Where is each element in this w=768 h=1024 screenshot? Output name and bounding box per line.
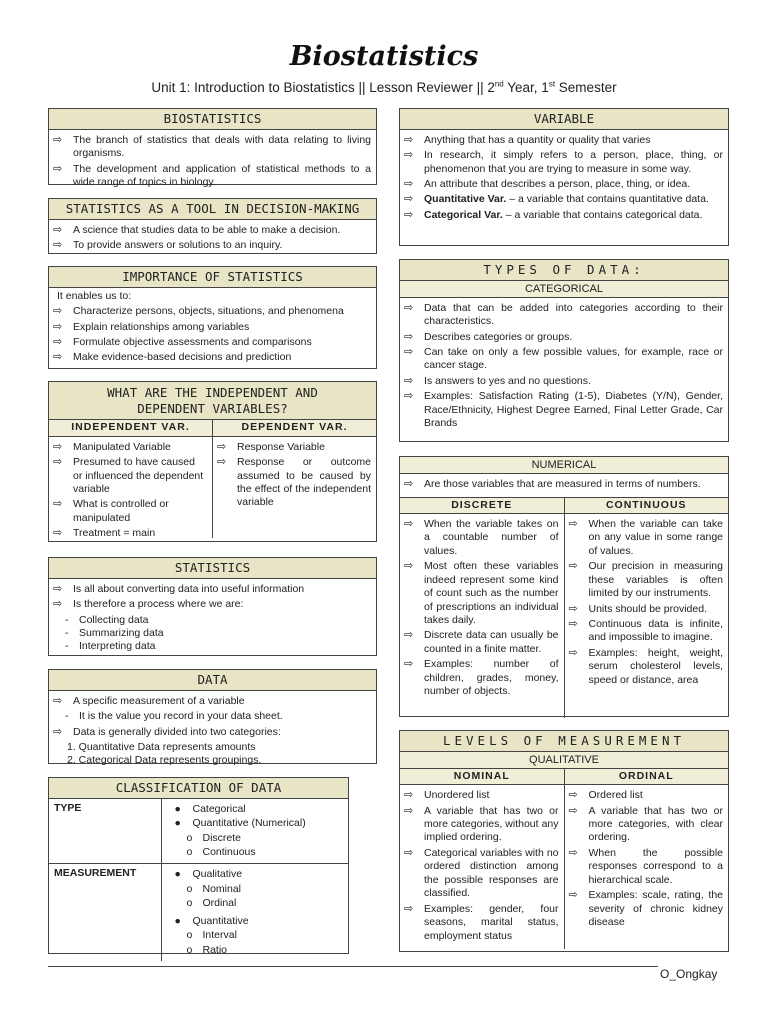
biostatistics-box (48, 108, 377, 188)
list-item: ⇨ Describes categories or groups. (404, 330, 573, 343)
arrow-icon: ⇨ (404, 658, 414, 671)
column-header: CONTINUOUS (565, 498, 729, 514)
table-row (49, 864, 348, 961)
list-item: ⇨ Are those variables that are measured in terms of numbers. (404, 478, 701, 491)
arrow-icon: ⇨ (53, 223, 63, 236)
arrow-icon: ⇨ (53, 440, 63, 453)
arrow-icon: ⇨ (404, 560, 414, 573)
arrow-icon: ⇨ (568, 602, 578, 615)
list-item: ⇨ Response Variable (217, 440, 325, 453)
arrow-icon: ⇨ (568, 846, 578, 859)
list-item: ⇨ Anything that has a quantity or quality that varies (404, 133, 651, 146)
section-header: IMPORTANCE OF STATISTICS (49, 267, 376, 288)
list-item: ⇨ Categorical variables with no ordered distinction among the possible responses are classified. (404, 846, 559, 900)
bullet-item: ● Quantitative (Numerical) (174, 817, 306, 830)
arrow-icon: ⇨ (53, 456, 63, 469)
arrow-icon: ⇨ (53, 162, 63, 175)
arrow-icon: ⇨ (53, 335, 63, 348)
arrow-icon: ⇨ (404, 789, 414, 802)
list-item: ⇨ Data that can be added into categories according to their characteristics. (404, 301, 723, 328)
page-title: Biostatistics (289, 41, 479, 72)
dash-item: - Collecting data (65, 613, 149, 626)
dash-item: - Interpreting data (65, 640, 156, 653)
variable-box (399, 108, 729, 246)
list-item: ⇨ Is therefore a process where we are: (53, 598, 244, 611)
section-header: LEVELS OF MEASUREMENT (400, 731, 728, 752)
column-header: ORDINAL (565, 769, 729, 785)
arrow-icon: ⇨ (404, 193, 414, 206)
list-item: ⇨ In research, it simply refers to a person, place, thing, or phenomenon that you are trying to measure in some way. (404, 149, 723, 175)
arrow-icon: ⇨ (568, 804, 578, 817)
arrow-icon: ⇨ (404, 149, 414, 162)
list-item: ⇨ Examples: scale, rating, the severity of chronic kidney disease (568, 889, 723, 929)
bullet-item: ● Qualitative (174, 868, 243, 881)
arrow-icon: ⇨ (217, 456, 227, 469)
list-item: ⇨ A science that studies data to be able to make a decision. (53, 223, 341, 236)
arrow-icon: ⇨ (53, 598, 63, 611)
column-header: DISCRETE (400, 498, 564, 514)
arrow-icon: ⇨ (53, 320, 63, 333)
list-item: ⇨ To provide answers or solutions to an inquiry. (53, 239, 283, 252)
arrow-icon: ⇨ (404, 133, 414, 146)
column-header: DEPENDENT VAR. (213, 420, 376, 436)
arrow-icon: ⇨ (53, 351, 63, 364)
list-item: ⇨ A variable that has two or more categories, with clear ordering. (568, 804, 723, 844)
arrow-icon: ⇨ (404, 902, 414, 915)
section-header: BIOSTATISTICS (49, 109, 376, 130)
list-item: ⇨ Our precision in measuring these variables is often limited by our instruments. (568, 560, 723, 600)
list-item: ⇨ An attribute that describes a person, place, thing, or idea. (404, 177, 691, 190)
list-item: ⇨ Data is generally divided into two categories: (53, 725, 281, 738)
arrow-icon: ⇨ (568, 789, 578, 802)
classification-table (49, 798, 348, 961)
numbered-item: 2. Categorical Data represents groupings. (67, 754, 262, 767)
dash-item: - Summarizing data (65, 626, 164, 639)
list-item: ⇨ Unordered list (404, 789, 490, 802)
section-header: TYPES OF DATA: (400, 260, 728, 281)
arrow-icon: ⇨ (404, 330, 414, 343)
arrow-icon: ⇨ (53, 305, 63, 318)
arrow-icon: ⇨ (53, 694, 63, 707)
intro-text: It enables us to: (57, 289, 132, 302)
list-item: ⇨ Ordered list (568, 789, 643, 802)
list-item: ⇨ Response or outcome assumed to be caused by the effect of the independent variable (217, 456, 371, 509)
list-item: ⇨ Is all about converting data into useful information (53, 582, 305, 595)
arrow-icon: ⇨ (568, 646, 578, 659)
list-item: ⇨ When the variable can take on any value in some range of values. (568, 517, 723, 557)
arrow-icon: ⇨ (568, 889, 578, 902)
section-header: VARIABLE (400, 109, 728, 130)
classification-box (48, 777, 349, 954)
ordinal-column (564, 769, 729, 949)
statistics-box (48, 557, 377, 656)
section-header: CLASSIFICATION OF DATA (49, 778, 348, 798)
list-item: ⇨ Presumed to have caused or influenced the dependent variable (53, 456, 204, 495)
dependent-column (212, 420, 376, 538)
arrow-icon: ⇨ (404, 177, 414, 190)
list-item: ⇨ The development and application of statistical methods to a wide range of topics in biology. (53, 162, 371, 188)
list-item: ⇨ Formulate objective assessments and comparisons (53, 335, 312, 348)
sub-item: o Continuous (186, 845, 256, 858)
decision-making-box (48, 198, 377, 254)
list-item: ⇨ Examples: Satisfaction Rating (1-5), Diabetes (Y/N), Gender, Race/Ethnicity, Highest Degree Earned, Final Letter Grade, Car Brands (404, 390, 723, 430)
footer-rule (48, 966, 658, 967)
list-item: ⇨ Make evidence-based decisions and prediction (53, 351, 292, 364)
arrow-icon: ⇨ (568, 560, 578, 573)
list-item: ⇨ When the variable takes on a countable number of values. (404, 517, 559, 557)
nominal-column (400, 769, 564, 949)
list-item: ⇨ Examples: height, weight, serum cholesterol levels, speed or distance, area (568, 646, 723, 686)
arrow-icon: ⇨ (404, 629, 414, 642)
sub-item: o Ordinal (186, 897, 237, 910)
arrow-icon: ⇨ (404, 846, 414, 859)
independent-dependent-box (48, 381, 377, 542)
data-box (48, 669, 377, 767)
importance-box (48, 266, 377, 369)
list-item: ⇨ Quantitative Var. – a variable that contains quantitative data. (404, 193, 709, 206)
column-header: NOMINAL (400, 769, 564, 785)
sub-item: o Ratio (186, 943, 228, 956)
continuous-column (564, 498, 729, 718)
arrow-icon: ⇨ (404, 208, 414, 221)
list-item: ⇨ Examples: number of children, grades, money, number of objects. (404, 658, 559, 698)
column-header: INDEPENDENT VAR. (49, 420, 212, 436)
list-item: ⇨ Units should be provided. (568, 602, 707, 615)
arrow-icon: ⇨ (404, 374, 414, 387)
list-item: ⇨ Most often these variables indeed represent some kind of count such as the number of prescriptions an individual takes daily. (404, 560, 559, 627)
bullet-item: ● Quantitative (174, 914, 249, 927)
numerical-box (399, 456, 729, 717)
subsection-header: CATEGORICAL (400, 281, 728, 298)
list-item: ⇨ A variable that has two or more categories, without any implied ordering. (404, 804, 559, 844)
list-item: ⇨ Manipulated Variable (53, 440, 171, 453)
list-item: ⇨ When the possible responses correspond to a hierarchical scale. (568, 846, 723, 886)
subsection-header: QUALITATIVE (400, 752, 728, 769)
numbered-item: 1. Quantitative Data represents amounts (67, 740, 256, 753)
list-item: ⇨ The branch of statistics that deals with data relating to living organisms. (53, 133, 371, 160)
arrow-icon: ⇨ (404, 301, 414, 314)
list-item: ⇨ What is controlled or manipulated (53, 498, 169, 524)
list-item: ⇨ Categorical Var. – a variable that contains categorical data. (404, 208, 703, 221)
list-item: ⇨ Characterize persons, objects, situations, and phenomena (53, 305, 344, 318)
list-item: ⇨ A specific measurement of a variable (53, 694, 245, 707)
arrow-icon: ⇨ (404, 804, 414, 817)
arrow-icon: ⇨ (404, 517, 414, 530)
author-signature: O_Ongkay (660, 967, 718, 981)
arrow-icon: ⇨ (568, 618, 578, 631)
dash-item: - It is the value you record in your data sheet. (65, 710, 283, 723)
list-item: ⇨ Continuous data is infinite, and impossible to imagine. (568, 618, 723, 644)
sub-item: o Discrete (186, 831, 242, 844)
list-item: ⇨ Explain relationships among variables (53, 320, 250, 333)
arrow-icon: ⇨ (53, 498, 63, 511)
discrete-column (400, 498, 564, 718)
section-header: STATISTICS AS A TOOL IN DECISION-MAKING (49, 199, 376, 220)
arrow-icon: ⇨ (568, 517, 578, 530)
list-item: ⇨ Is answers to yes and no questions. (404, 374, 591, 387)
arrow-icon: ⇨ (53, 527, 63, 540)
types-of-data-box (399, 259, 729, 442)
arrow-icon: ⇨ (53, 582, 63, 595)
section-header: STATISTICS (49, 558, 376, 579)
independent-column (49, 420, 212, 538)
list-item: ⇨ Discrete data can usually be counted in a finite matter. (404, 629, 559, 655)
list-item: ⇨ Treatment = main (53, 527, 156, 540)
arrow-icon: ⇨ (404, 478, 414, 491)
list-item: ⇨ Examples: gender, four seasons, marital status, employment status (404, 902, 559, 942)
levels-of-measurement-box (399, 730, 729, 952)
table-row (49, 798, 348, 864)
list-item: ⇨ Can take on only a few possible values, for example, race or cancer stage. (404, 346, 723, 372)
arrow-icon: ⇨ (53, 725, 63, 738)
arrow-icon: ⇨ (217, 440, 227, 453)
arrow-icon: ⇨ (53, 239, 63, 252)
type-label: TYPE (49, 798, 161, 864)
page-subtitle: Unit 1: Introduction to Biostatistics || Lesson Reviewer || 2nd Year, 1st Semester (151, 79, 617, 95)
section-header: DATA (49, 670, 376, 691)
sub-item: o Nominal (186, 882, 242, 895)
bullet-item: ● Categorical (174, 802, 246, 815)
measurement-label: MEASUREMENT (49, 864, 161, 961)
arrow-icon: ⇨ (53, 133, 63, 146)
arrow-icon: ⇨ (404, 390, 414, 403)
section-header: WHAT ARE THE INDEPENDENT AND DEPENDENT VARIABLES? (49, 382, 376, 420)
subsection-header: NUMERICAL (400, 457, 728, 474)
arrow-icon: ⇨ (404, 346, 414, 359)
sub-item: o Interval (186, 929, 237, 942)
